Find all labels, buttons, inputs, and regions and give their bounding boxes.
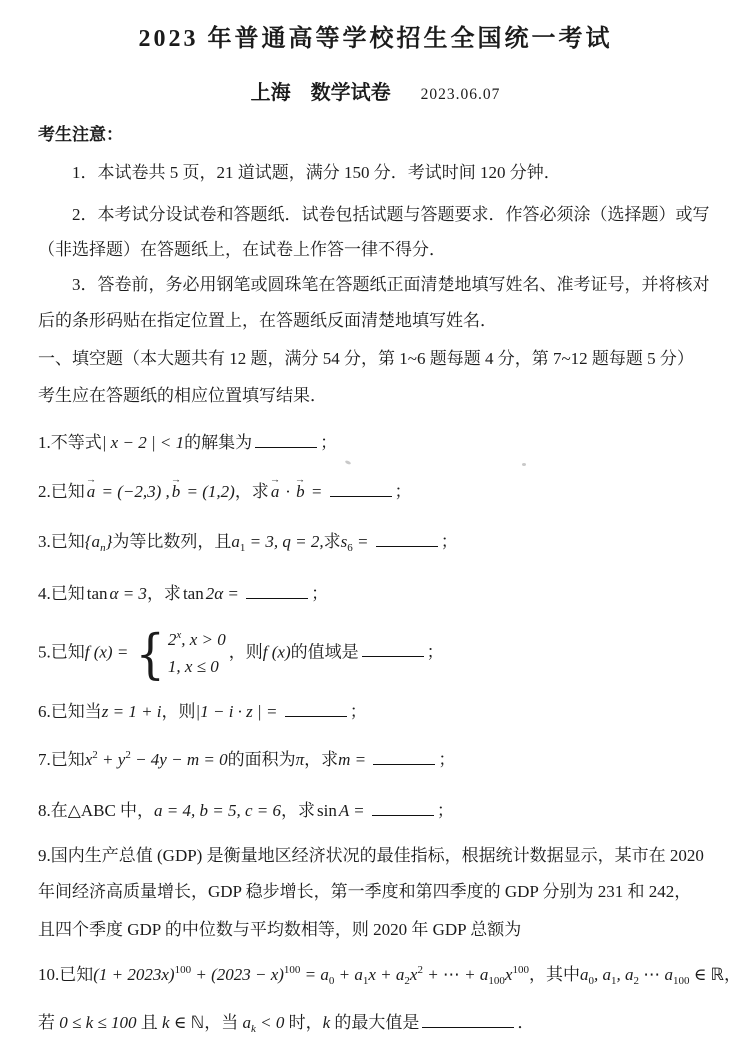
piecewise-rows xyxy=(168,628,226,679)
text-segment: 为等比数列，且 xyxy=(112,532,232,551)
math-segment: + y xyxy=(97,750,126,769)
math-segment: = (−2,3) , xyxy=(97,482,170,501)
math-segment: , a xyxy=(593,965,611,984)
text-segment: 4.已知 xyxy=(38,584,85,603)
text-segment: 1.不等式 xyxy=(38,433,102,452)
subscript: 1 xyxy=(610,975,617,987)
text-segment: ； xyxy=(311,584,329,603)
subscript: 1 xyxy=(239,542,246,554)
text-segment: 时， xyxy=(284,1013,323,1032)
section-1-note: 考生应在答题纸的相应位置填写结果． xyxy=(38,386,327,405)
text-segment: ； xyxy=(440,532,458,551)
text-segment: ，其中 xyxy=(528,965,580,984)
text-segment: ，求 xyxy=(304,750,339,769)
subscript: n xyxy=(100,542,106,554)
text-segment: ，则 xyxy=(228,642,263,662)
text-segment: 6.已知当 xyxy=(38,702,102,721)
math-segment: , a xyxy=(616,965,634,984)
text-segment: 的值域是 xyxy=(290,642,359,662)
text-segment: 7.已知 xyxy=(38,750,85,769)
math-segment: · xyxy=(281,482,295,501)
text-segment: ，当 xyxy=(204,1013,243,1032)
text-segment: ； xyxy=(436,801,454,820)
text-segment: ，则 xyxy=(161,702,196,721)
scan-artifact xyxy=(345,460,352,465)
scan-artifact xyxy=(522,463,526,466)
answer-blank xyxy=(285,702,347,717)
superscript: 2 xyxy=(92,749,98,761)
math-segment: ∈ ℝ xyxy=(689,965,725,984)
vector-a: → a xyxy=(269,478,282,506)
math-segment: π xyxy=(295,750,305,769)
question-10-line-1 xyxy=(38,961,742,989)
text-segment: ，求 xyxy=(234,482,269,501)
math-segment: m = xyxy=(338,750,371,769)
text-segment: 的最大值是 xyxy=(330,1013,420,1032)
question-9-line-1: 9.国内生产总值 (GDP) 是衡量地区经济状况的最佳指标，根据统计数据显示，某市在 2020 xyxy=(38,846,704,865)
math-segment: + ⋯ + a xyxy=(422,965,489,984)
math-segment: , x > 0 xyxy=(181,630,226,649)
superscript: x xyxy=(176,629,182,641)
subscript: 2 xyxy=(404,975,410,987)
section-1-heading: 一、填空题（本大题共有 12 题，满分 54 分，第 1~6 题每题 4 分，第 7~12 题每题 5 分） xyxy=(38,349,694,368)
notice-item-2-line-2: （非选择题）在答题纸上，在试卷上作答一律不得分． xyxy=(38,240,446,259)
math-segment: + a xyxy=(334,965,363,984)
math-segment: k xyxy=(322,1013,331,1032)
subscript: 100 xyxy=(488,975,505,987)
answer-blank xyxy=(372,801,434,816)
text-segment: 求 xyxy=(323,532,341,551)
math-segment: x + a xyxy=(368,965,405,984)
math-segment: x xyxy=(84,750,93,769)
math-segment: k ∈ ℕ xyxy=(161,1013,205,1032)
math-segment: (1 + 2023x) xyxy=(93,965,175,984)
text-segment: ． xyxy=(517,1013,535,1032)
answer-blank xyxy=(255,433,317,448)
text-segment: ； xyxy=(438,750,456,769)
text-segment: ，求 xyxy=(146,584,181,603)
piecewise-cases xyxy=(135,622,226,685)
text-segment: ，求 xyxy=(281,801,315,820)
question-10-line-2 xyxy=(38,1011,713,1035)
answer-blank xyxy=(373,750,435,765)
piecewise-row xyxy=(168,655,226,679)
vector-a: → a xyxy=(85,478,98,506)
answer-blank xyxy=(422,1013,514,1028)
notice-item-3-line-1: 3．答卷前，务必用钢笔或圆珠笔在答题纸正面清楚地填写姓名、准考证号，并将核对 xyxy=(72,275,710,294)
question-9-line-3: 且四个季度 GDP 的中位数与平均数相等，则 2020 年 GDP 总额为 xyxy=(38,920,522,939)
math-segment: 2 xyxy=(167,630,177,649)
text-segment: ； xyxy=(320,433,338,452)
notice-item-1: 1．本试卷共 5 页，21 道试题，满分 150 分．考试时间 120 分钟． xyxy=(72,163,561,182)
superscript: 100 xyxy=(512,964,529,976)
math-segment: = xyxy=(306,482,327,501)
text-segment: ； xyxy=(349,702,367,721)
vector-b: → b xyxy=(294,478,307,506)
question-2 xyxy=(38,478,713,506)
piecewise-row xyxy=(168,628,226,652)
superscript: 2 xyxy=(417,964,423,976)
math-segment: s xyxy=(340,532,348,551)
math-segment: ⋯ a xyxy=(638,965,673,984)
question-8 xyxy=(38,799,713,823)
superscript: 2 xyxy=(125,749,131,761)
notice-heading: 考生注意： xyxy=(38,125,123,144)
subscript: k xyxy=(250,1023,256,1035)
text-segment: 8.在△ABC 中， xyxy=(38,801,155,820)
math-segment: α = 3 xyxy=(109,584,147,603)
exam-subtitle-line xyxy=(38,80,713,108)
math-segment: < 0 xyxy=(255,1013,285,1032)
math-segment: = a xyxy=(300,965,329,984)
text-segment: 的面积为 xyxy=(227,750,296,769)
text-segment: ， xyxy=(724,965,742,984)
question-1 xyxy=(38,430,713,456)
answer-blank xyxy=(362,642,424,657)
math-segment: x xyxy=(504,965,513,984)
text-segment: ； xyxy=(394,482,412,501)
math-segment: a = 4, b = 5, c = 6 xyxy=(154,801,281,820)
text-segment: 3.已知 xyxy=(38,532,85,551)
subscript: 1 xyxy=(362,975,369,987)
exam-subtitle: 上海 数学试卷 xyxy=(250,82,391,104)
question-5 xyxy=(38,622,713,685)
math-segment: z = 1 + i xyxy=(101,702,162,721)
exam-date: 2023.06.07 xyxy=(420,86,501,103)
subscript: 0 xyxy=(588,975,594,987)
notice-item-2-line-1: 2．本考试分设试卷和答题纸．试卷包括试题与答题要求．作答必须涂（选择题）或写 xyxy=(72,205,710,224)
exam-title: 2023 年普通高等学校招生全国统一考试 xyxy=(138,26,613,52)
brace-glyph: { xyxy=(135,622,165,685)
math-segment: |1 − i · z | = xyxy=(195,702,282,721)
math-segment: 2α = xyxy=(205,584,244,603)
math-segment: = 3, q = 2, xyxy=(245,532,324,551)
math-segment: + (2023 − x) xyxy=(191,965,284,984)
answer-blank xyxy=(330,482,392,497)
subscript: 6 xyxy=(347,542,353,554)
superscript: 100 xyxy=(174,964,192,976)
question-7 xyxy=(38,747,713,773)
math-segment: − 4y − m = 0 xyxy=(130,750,228,769)
math-segment: a xyxy=(579,965,589,984)
text-segment: 5.已知 xyxy=(38,642,85,662)
math-segment: f (x) = xyxy=(84,642,133,662)
text-segment: 若 xyxy=(38,1013,60,1032)
math-segment: } xyxy=(105,532,113,551)
question-4 xyxy=(38,582,713,606)
text-segment: 2.已知 xyxy=(38,482,85,501)
subscript: 0 xyxy=(328,975,335,987)
text-segment: 且 xyxy=(136,1013,162,1032)
text-segment: 的解集为 xyxy=(184,433,253,452)
vector-b: → b xyxy=(170,478,183,506)
question-6 xyxy=(38,699,713,725)
subscript: 100 xyxy=(672,975,690,987)
math-segment: x xyxy=(409,965,418,984)
math-segment: 0 ≤ k ≤ 100 xyxy=(59,1013,137,1032)
math-segment: | x − 2 | < 1 xyxy=(101,433,185,452)
math-segment: f (x) xyxy=(262,642,291,662)
math-segment: {a xyxy=(84,532,101,551)
question-3 xyxy=(38,528,713,556)
math-segment: = xyxy=(352,532,373,551)
math-segment: a xyxy=(231,532,240,551)
function-name: tan xyxy=(182,584,204,603)
math-segment: 1, x ≤ 0 xyxy=(167,657,219,676)
function-name: tan xyxy=(86,584,108,603)
answer-blank xyxy=(376,532,438,547)
math-segment: A = xyxy=(338,801,369,820)
math-segment: = (1,2) xyxy=(182,482,235,501)
answer-blank xyxy=(246,584,308,599)
math-segment: a xyxy=(242,1013,251,1032)
question-9-line-2: 年间经济高质量增长，GDP 稳步增长，第一季度和第四季度的 GDP 分别为 231 和 242， xyxy=(38,882,692,901)
superscript: 100 xyxy=(283,964,301,976)
function-name: sin xyxy=(317,801,337,820)
notice-item-3-line-2: 后的条形码贴在指定位置上，在答题纸反面清楚地填写姓名． xyxy=(38,311,497,330)
subscript: 2 xyxy=(633,975,639,987)
text-segment: 10.已知 xyxy=(38,965,94,984)
text-segment: ； xyxy=(426,642,444,662)
